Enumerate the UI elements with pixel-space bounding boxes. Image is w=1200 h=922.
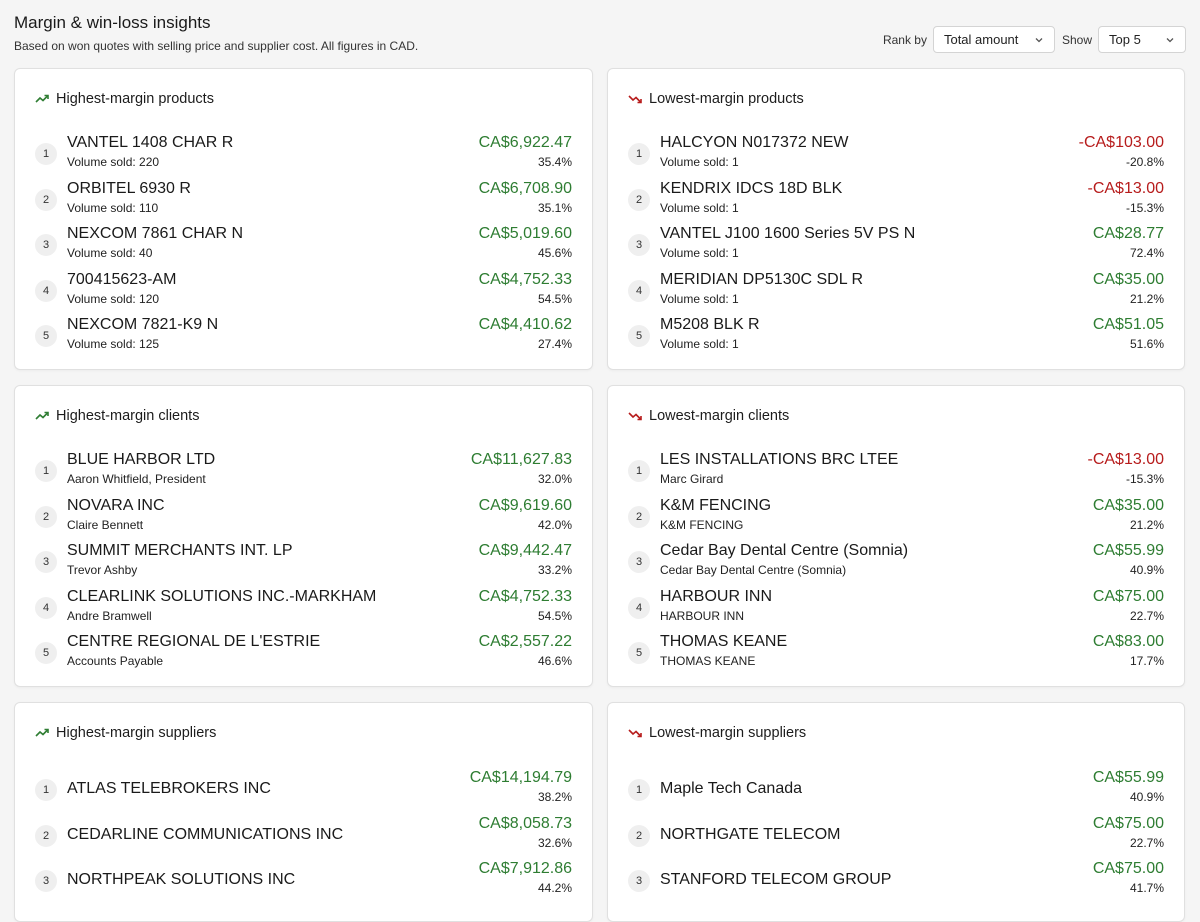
- item-subtext: Volume sold: 1: [660, 246, 739, 260]
- item-subtext: K&M FENCING: [660, 517, 744, 532]
- margin-amount: CA$75.00: [1092, 587, 1164, 605]
- rank-badge: 3: [628, 551, 650, 573]
- margin-percent: 21.2%: [1129, 291, 1164, 306]
- margin-percent: 27.4%: [537, 337, 572, 351]
- list-item[interactable]: [628, 860, 1164, 900]
- item-name: 700415623-AM: [67, 270, 177, 288]
- rank-badge: 3: [35, 551, 57, 573]
- list-item[interactable]: [35, 860, 572, 900]
- margin-percent: 40.9%: [1129, 563, 1164, 577]
- rank-by-label: Rank by: [882, 32, 927, 47]
- trending-up-icon: [35, 411, 49, 421]
- item-subtext: Accounts Payable: [67, 654, 164, 668]
- margin-amount: CA$35.00: [1092, 270, 1164, 288]
- item-name: CLEARLINK SOLUTIONS INC.-MARKHAM: [67, 587, 377, 605]
- item-subtext: HARBOUR INN: [660, 608, 745, 623]
- margin-amount: CA$4,752.33: [478, 270, 572, 288]
- rank-badge: 3: [35, 234, 57, 256]
- margin-amount: CA$55.99: [1092, 542, 1164, 559]
- item-subtext: Volume sold: 40: [67, 246, 153, 260]
- margin-percent: 42.0%: [537, 517, 572, 532]
- list-item[interactable]: [35, 542, 572, 582]
- margin-percent: -20.8%: [1125, 155, 1164, 169]
- item-name: NORTHGATE TELECOM: [660, 825, 841, 843]
- margin-amount: CA$11,627.83: [470, 451, 572, 468]
- item-name: Cedar Bay Dental Centre (Somnia): [660, 542, 909, 559]
- item-subtext: Volume sold: 1: [660, 200, 739, 215]
- rank-badge: 2: [628, 506, 650, 528]
- margin-amount: CA$28.77: [1092, 225, 1164, 242]
- margin-percent: 54.5%: [537, 291, 572, 306]
- item-name: ATLAS TELEBROKERS INC: [67, 780, 271, 797]
- item-subtext: Claire Bennett: [67, 517, 144, 532]
- card-title: [35, 91, 214, 107]
- margin-percent: 51.6%: [1129, 337, 1164, 351]
- rank-badge: 2: [35, 825, 57, 847]
- margin-percent: 38.2%: [537, 790, 572, 804]
- item-name: K&M FENCING: [660, 496, 772, 514]
- list-item[interactable]: [35, 271, 572, 311]
- show-value: Top 5: [1109, 32, 1141, 47]
- margin-amount: CA$51.05: [1092, 316, 1164, 333]
- show-label: Show: [1061, 32, 1092, 47]
- item-subtext: Cedar Bay Dental Centre (Somnia): [660, 563, 847, 577]
- list-item[interactable]: [35, 633, 572, 673]
- rank-badge: 2: [628, 189, 650, 211]
- item-name: NORTHPEAK SOLUTIONS INC: [67, 871, 296, 888]
- trending-up-icon: [35, 728, 49, 738]
- list-item[interactable]: [35, 134, 572, 174]
- list-item[interactable]: [35, 451, 572, 491]
- item-name: Maple Tech Canada: [660, 780, 803, 797]
- margin-percent: 33.2%: [537, 563, 572, 577]
- margin-amount: CA$9,619.60: [478, 496, 572, 514]
- margin-amount: CA$75.00: [1092, 814, 1164, 832]
- item-subtext: Aaron Whitfield, President: [67, 472, 206, 486]
- margin-percent: -15.3%: [1125, 200, 1164, 215]
- list-item[interactable]: [628, 769, 1164, 809]
- margin-percent: 17.7%: [1129, 654, 1164, 668]
- item-subtext: Marc Girard: [660, 472, 724, 486]
- item-name: BLUE HARBOR LTD: [67, 451, 216, 468]
- card-highest-margin-clients: [14, 385, 593, 687]
- item-subtext: Volume sold: 120: [67, 291, 160, 306]
- rank-badge: 4: [628, 280, 650, 302]
- rank-badge: 3: [628, 870, 650, 892]
- margin-percent: 72.4%: [1129, 246, 1164, 260]
- card-title-text: Highest-margin products: [56, 91, 214, 107]
- item-name: KENDRIX IDCS 18D BLK: [660, 179, 843, 197]
- margin-amount: CA$9,442.47: [478, 542, 572, 559]
- list-item[interactable]: [628, 271, 1164, 311]
- item-name: CEDARLINE COMMUNICATIONS INC: [67, 825, 344, 843]
- item-name: HALCYON N017372 NEW: [660, 134, 849, 151]
- card-highest-margin-suppliers: [14, 702, 593, 922]
- list-item[interactable]: [628, 633, 1164, 673]
- item-subtext: Trevor Ashby: [67, 563, 138, 577]
- rank-badge: 4: [35, 597, 57, 619]
- item-name: VANTEL J100 1600 Series 5V PS N: [660, 225, 916, 242]
- margin-percent: 22.7%: [1129, 608, 1164, 623]
- item-subtext: THOMAS KEANE: [660, 654, 756, 668]
- margin-amount: CA$5,019.60: [478, 225, 572, 242]
- trending-down-icon: [628, 728, 642, 738]
- rank-badge: 2: [35, 506, 57, 528]
- list-item[interactable]: [628, 451, 1164, 491]
- rank-badge: 5: [35, 642, 57, 664]
- trending-down-icon: [628, 411, 642, 421]
- item-name: STANFORD TELECOM GROUP: [660, 871, 892, 888]
- card-title: [35, 408, 199, 424]
- rank-badge: 5: [628, 642, 650, 664]
- margin-percent: 22.7%: [1129, 835, 1164, 850]
- card-lowest-margin-suppliers: [607, 702, 1185, 922]
- list-item[interactable]: [628, 225, 1164, 265]
- rank-badge: 2: [628, 825, 650, 847]
- margin-percent: 44.2%: [537, 881, 572, 895]
- margin-percent: 35.1%: [537, 200, 572, 215]
- margin-amount: CA$8,058.73: [478, 814, 572, 832]
- rank-badge: 1: [35, 779, 57, 801]
- margin-amount: CA$6,922.47: [478, 134, 572, 151]
- margin-percent: 21.2%: [1129, 517, 1164, 532]
- margin-amount: CA$4,410.62: [478, 316, 572, 333]
- card-title: [628, 408, 789, 424]
- list-item[interactable]: [628, 542, 1164, 582]
- trending-up-icon: [35, 94, 49, 104]
- item-name: NOVARA INC: [67, 496, 165, 514]
- margin-percent: 45.6%: [537, 246, 572, 260]
- chevron-down-icon: [1165, 35, 1175, 45]
- item-name: MERIDIAN DP5130C SDL R: [660, 270, 864, 288]
- rank-badge: 4: [35, 280, 57, 302]
- item-subtext: Volume sold: 125: [67, 337, 160, 351]
- margin-percent: 32.6%: [537, 835, 572, 850]
- margin-amount: CA$35.00: [1092, 496, 1164, 514]
- list-item[interactable]: [35, 588, 572, 628]
- rank-badge: 4: [628, 597, 650, 619]
- margin-amount: -CA$13.00: [1087, 179, 1164, 197]
- margin-percent: 54.5%: [537, 608, 572, 623]
- list-item[interactable]: [35, 769, 572, 809]
- margin-amount: CA$14,194.79: [469, 769, 572, 786]
- rank-by-select[interactable]: [933, 26, 1055, 53]
- margin-percent: -15.3%: [1125, 472, 1164, 486]
- margin-amount: CA$6,708.90: [478, 179, 572, 197]
- rank-badge: 3: [35, 870, 57, 892]
- list-item[interactable]: [628, 134, 1164, 174]
- rank-badge: 5: [628, 325, 650, 347]
- margin-percent: 32.0%: [537, 472, 572, 486]
- margin-amount: CA$4,752.33: [478, 587, 572, 605]
- item-name: M5208 BLK R: [660, 316, 760, 333]
- item-subtext: Andre Bramwell: [67, 608, 152, 623]
- margin-percent: 41.7%: [1129, 881, 1164, 895]
- rank-badge: 1: [35, 143, 57, 165]
- page-subtitle: Based on won quotes with selling price and supplier cost. All figures in CAD.: [14, 39, 419, 53]
- item-subtext: Volume sold: 1: [660, 155, 739, 169]
- rank-badge: 5: [35, 325, 57, 347]
- list-item[interactable]: [628, 815, 1164, 855]
- list-item[interactable]: [628, 180, 1164, 220]
- card-title: [35, 725, 216, 741]
- controls: [883, 26, 1186, 53]
- item-subtext: Volume sold: 1: [660, 291, 739, 306]
- item-subtext: Volume sold: 220: [67, 155, 160, 169]
- item-name: SUMMIT MERCHANTS INT. LP: [67, 542, 293, 559]
- list-item[interactable]: [35, 180, 572, 220]
- list-item[interactable]: [35, 497, 572, 537]
- card-title-text: Lowest-margin suppliers: [649, 725, 807, 741]
- margin-percent: 46.6%: [537, 654, 572, 668]
- rank-by-value: Total amount: [943, 32, 1019, 47]
- margin-amount: CA$75.00: [1092, 860, 1164, 877]
- margin-amount: CA$83.00: [1092, 633, 1164, 650]
- item-name: HARBOUR INN: [660, 587, 773, 605]
- list-item[interactable]: [628, 316, 1164, 356]
- card-title: [628, 91, 804, 107]
- card-title-text: Highest-margin suppliers: [56, 725, 217, 741]
- trending-down-icon: [628, 94, 642, 104]
- item-name: CENTRE REGIONAL DE L'ESTRIE: [67, 633, 321, 650]
- rank-badge: 1: [628, 779, 650, 801]
- show-select[interactable]: [1098, 26, 1186, 53]
- item-name: ORBITEL 6930 R: [67, 179, 191, 197]
- card-highest-margin-products: [14, 68, 593, 370]
- rank-badge: 1: [628, 143, 650, 165]
- rank-badge: 2: [35, 189, 57, 211]
- page-title: Margin & win-loss insights: [14, 13, 211, 32]
- list-item[interactable]: [628, 588, 1164, 628]
- list-item[interactable]: [628, 497, 1164, 537]
- card-lowest-margin-clients: [607, 385, 1185, 687]
- rank-badge: 1: [628, 460, 650, 482]
- margin-amount: -CA$103.00: [1078, 134, 1164, 151]
- rank-badge: 1: [35, 460, 57, 482]
- rank-badge: 3: [628, 234, 650, 256]
- card-title-text: Lowest-margin products: [649, 91, 804, 107]
- margin-percent: 35.4%: [537, 155, 572, 169]
- item-subtext: Volume sold: 110: [67, 200, 159, 215]
- list-item[interactable]: [35, 225, 572, 265]
- item-name: LES INSTALLATIONS BRC LTEE: [660, 451, 899, 468]
- item-name: NEXCOM 7861 CHAR N: [67, 225, 244, 242]
- item-name: THOMAS KEANE: [660, 633, 788, 650]
- list-item[interactable]: [35, 815, 572, 855]
- card-title: [628, 725, 806, 741]
- item-name: VANTEL 1408 CHAR R: [67, 134, 234, 151]
- item-subtext: Volume sold: 1: [660, 337, 739, 351]
- card-lowest-margin-products: [607, 68, 1185, 370]
- margin-amount: CA$7,912.86: [478, 860, 572, 877]
- margin-amount: -CA$13.00: [1087, 451, 1164, 468]
- card-title-text: Highest-margin clients: [56, 408, 200, 424]
- item-name: NEXCOM 7821-K9 N: [67, 316, 219, 333]
- card-title-text: Lowest-margin clients: [649, 408, 790, 424]
- list-item[interactable]: [35, 316, 572, 356]
- margin-percent: 40.9%: [1129, 790, 1164, 804]
- page-header: [14, 0, 1186, 68]
- margin-amount: CA$55.99: [1092, 769, 1164, 786]
- margin-amount: CA$2,557.22: [478, 633, 572, 650]
- chevron-down-icon: [1034, 35, 1044, 45]
